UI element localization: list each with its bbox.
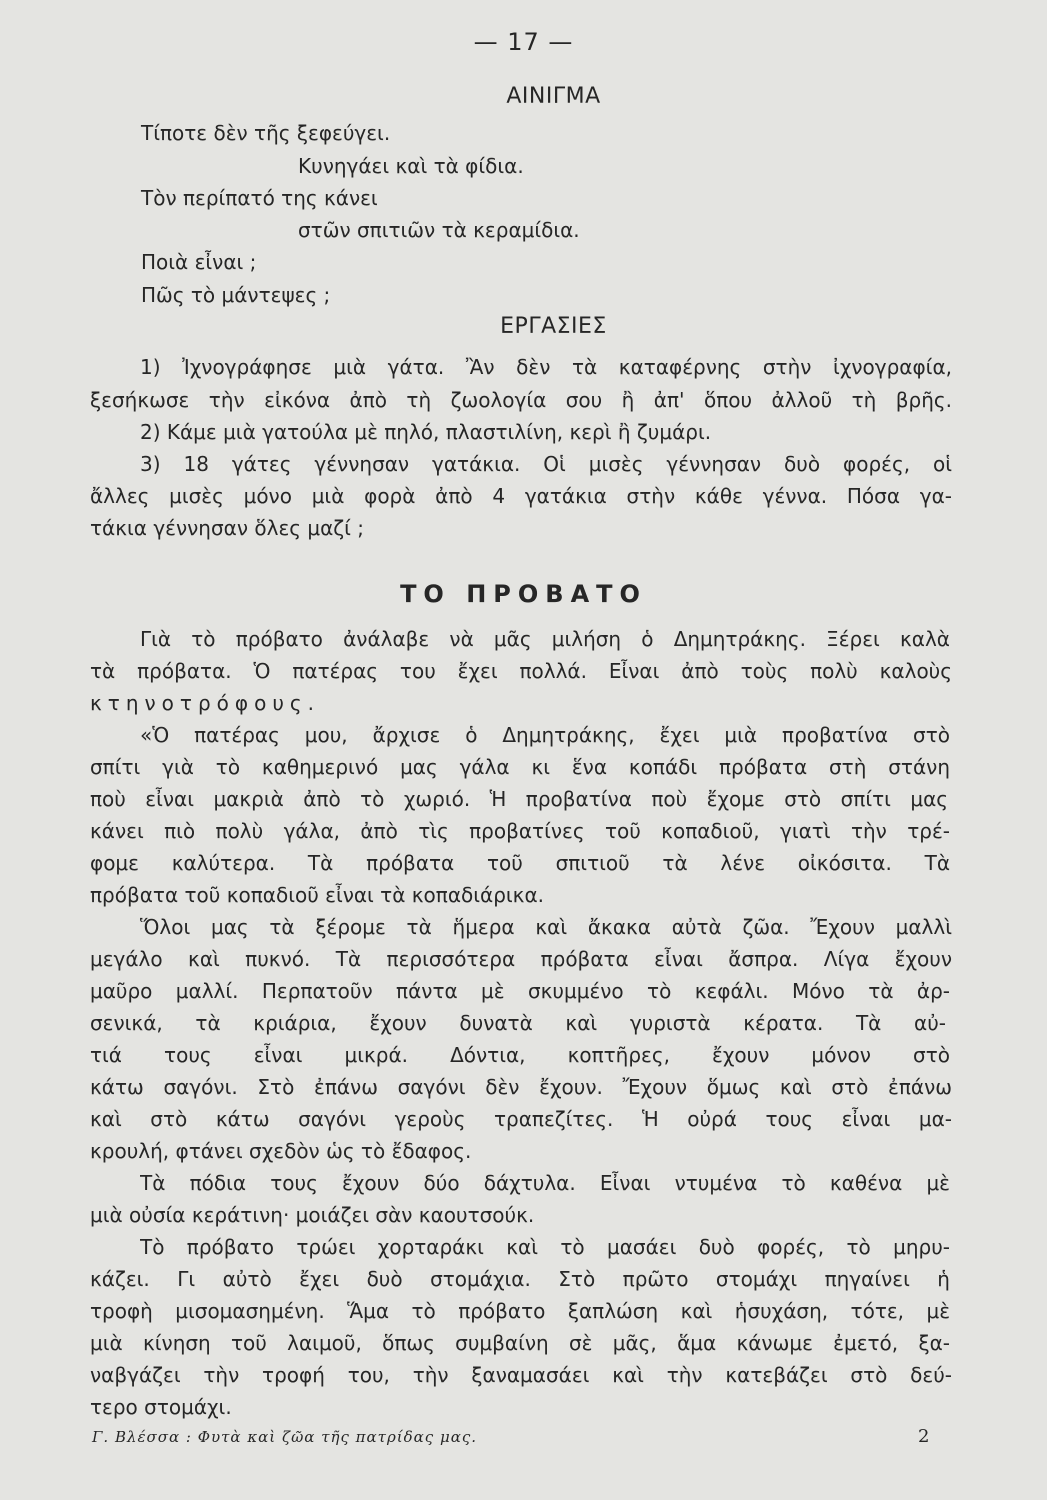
article-line: κτηνοτρόφους. [90,691,320,715]
article-line: κάζει. Γι αὐτὸ ἔχει δυὸ στομάχια. Στὸ πρῶτο στομάχι πηγαίνει ἡ [90,1267,950,1291]
exercise-line: ξεσήκωσε τὴν εἰκόνα ἀπὸ τὴ ζωολογία σου ἢ ἀπ' ὅπου ἀλλοῦ τὴ βρῆς. [90,388,952,412]
riddle-line: στῶν σπιτιῶν τὰ κεραμίδια. [298,218,580,242]
article-line: μιὰ κίνηση τοῦ λαιμοῦ, ὅπως συμβαίνη σὲ μᾶς, ἅμα κάνωμε ἐμετό, ξα- [90,1331,950,1355]
exercise-line: τάκια γέννησαν ὅλες μαζί ; [90,516,365,540]
riddle-title: ΑΙΝΙΓΜΑ [506,84,601,109]
article-line: τιά τους εἶναι μικρά. Δόντια, κοπτῆρες, ἔχουν μόνον στὸ [90,1043,950,1067]
article-line: σπίτι γιὰ τὸ καθημερινό μας γάλα κι ἕνα κοπάδι πρόβατα στὴ στάνη [90,755,950,779]
article-line: Τὸ πρόβατο τρώει χορταράκι καὶ τὸ μασάει δυὸ φορές, τὸ μηρυ- [140,1235,950,1259]
article-line: Γιὰ τὸ πρόβατο ἀνάλαβε νὰ μᾶς μιλήση ὁ Δημητράκης. Ξέρει καλὰ [140,627,950,651]
exercise-line: 3) 18 γάτες γέννησαν γατάκια. Οἱ μισὲς γέννησαν δυὸ φορές, οἱ [140,452,952,476]
article-line: τροφὴ μισομασημένη. Ἅμα τὸ πρόβατο ξαπλώση καὶ ἡσυχάση, τότε, μὲ [90,1299,950,1323]
riddle-line: Κυνηγάει καὶ τὰ φίδια. [298,154,524,178]
article-line: φομε καλύτερα. Τὰ πρόβατα τοῦ σπιτιοῦ τὰ λένε οἰκόσιτα. Τὰ [90,851,950,875]
footer-citation: Γ. Βλέσσα : Φυτὰ καὶ ζῶα τῆς πατρίδας μας. [92,1428,478,1446]
article-line: μιὰ οὐσία κεράτινη· μοιάζει σὰν καουτσούκ. [90,1203,535,1227]
article-title: ΤΟ ΠΡΟΒΑΤΟ [400,580,647,608]
riddle-line: Πῶς τὸ μάντεψες ; [141,283,331,307]
article-line: μεγάλο καὶ πυκνό. Τὰ περισσότερα πρόβατα εἶναι ἄσπρα. Λίγα ἔχουν [90,947,952,971]
article-line: Τὰ πόδια τους ἔχουν δύο δάχτυλα. Εἶναι ντυμένα τὸ καθένα μὲ [140,1171,950,1195]
exercise-line: ἄλλες μισὲς μόνο μιὰ φορὰ ἀπὸ 4 γατάκια στὴν κάθε γέννα. Πόσα γα- [90,484,952,508]
article-line: πρόβατα τοῦ κοπαδιοῦ εἶναι τὰ κοπαδιάρικα. [90,883,544,907]
riddle-line: Τίποτε δὲν τῆς ξεφεύγει. [141,121,391,145]
article-line: κάτω σαγόνι. Στὸ ἐπάνω σαγόνι δὲν ἔχουν. Ἔχουν ὅμως καὶ στὸ ἐπάνω [90,1075,952,1099]
article-line: Ὅλοι μας τὰ ξέρομε τὰ ἥμερα καὶ ἄκακα αὐτὰ ζῶα. Ἔχουν μαλλὶ [140,915,952,939]
article-line: κρουλή, φτάνει σχεδὸν ὡς τὸ ἔδαφος. [90,1139,472,1163]
article-line: καὶ στὸ κάτω σαγόνι γεροὺς τραπεζίτες. Ἡ οὐρά τους εἶναι μα- [90,1107,952,1131]
article-line: «Ὁ πατέρας μου, ἄρχισε ὁ Δημητράκης, ἔχει μιὰ προβατίνα στὸ [140,723,950,747]
exercises-title: ΕΡΓΑΣΙΕΣ [500,314,607,339]
signature-number: 2 [918,1426,930,1447]
riddle-line: Ποιὰ εἶναι ; [141,250,257,274]
article-line: ποὺ εἶναι μακριὰ ἀπὸ τὸ χωριό. Ἡ προβατίνα ποὺ ἔχομε στὸ σπίτι μας [90,787,948,811]
article-line: τὰ πρόβατα. Ὁ πατέρας του ἔχει πολλά. Εἶναι ἀπὸ τοὺς πολὺ καλοὺς [90,659,952,683]
riddle-line: Τὸν περίπατό της κάνει [141,186,378,210]
article-line: μαῦρο μαλλί. Περπατοῦν πάντα μὲ σκυμμένο τὸ κεφάλι. Μόνο τὰ ἀρ- [90,979,950,1003]
article-line: ναβγάζει τὴν τροφή του, τὴν ξαναμασάει καὶ τὴν κατεβάζει στὸ δεύ- [90,1363,952,1387]
article-line: κάνει πιὸ πολὺ γάλα, ἀπὸ τὶς προβατίνες τοῦ κοπαδιοῦ, γιατὶ τὴν τρέ- [90,819,950,843]
exercise-line: 1) Ἰχνογράφησε μιὰ γάτα. Ἂν δὲν τὰ καταφέρνης στὴν ἰχνογραφία, [140,355,952,379]
article-line: σενικά, τὰ κριάρια, ἔχουν δυνατὰ καὶ γυριστὰ κέρατα. Τὰ αὐ- [90,1011,946,1035]
article-line: τερο στομάχι. [90,1395,232,1419]
page-number: — 17 — [473,28,574,56]
exercise-line: 2) Κάμε μιὰ γατούλα μὲ πηλό, πλαστιλίνη, κερὶ ἢ ζυμάρι. [140,420,712,444]
